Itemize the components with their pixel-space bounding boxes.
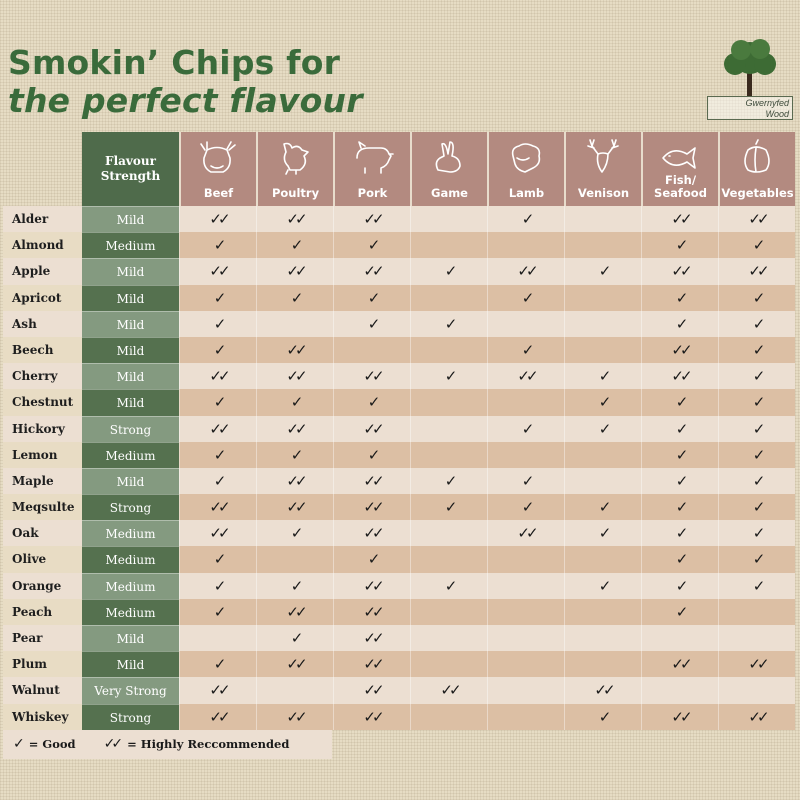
empty-cell: [410, 625, 487, 651]
double-check-icon: ✓✓: [718, 704, 795, 730]
check-icon: ✓: [641, 599, 718, 625]
double-check-icon: ✓✓: [487, 363, 564, 389]
table-row: [3, 311, 795, 337]
check-icon: ✓: [718, 573, 795, 599]
table-row: [3, 468, 795, 494]
table-row: [3, 206, 795, 232]
flavour-strength: Medium: [82, 232, 179, 258]
table-body: [3, 206, 795, 730]
double-check-icon: ✓✓: [179, 677, 256, 703]
double-check-icon: ✓✓: [564, 677, 641, 703]
empty-cell: [564, 651, 641, 677]
check-icon: ✓: [641, 468, 718, 494]
double-check-icon: ✓✓: [333, 520, 410, 546]
flavour-strength: Medium: [82, 546, 179, 572]
check-icon: ✓: [641, 311, 718, 337]
double-check-icon: ✓✓: [641, 258, 718, 284]
table-row: [3, 494, 795, 520]
table-row: [3, 389, 795, 415]
flavour-header-line-2: Strength: [100, 169, 161, 183]
wood-name: Beech: [3, 337, 82, 363]
flavour-strength: Mild: [82, 651, 179, 677]
empty-cell: [410, 285, 487, 311]
wood-name: Plum: [3, 651, 82, 677]
empty-cell: [564, 311, 641, 337]
check-icon: ✓: [179, 232, 256, 258]
column-header-game: [410, 132, 487, 206]
check-icon: ✓: [641, 442, 718, 468]
wood-name: Cherry: [3, 363, 82, 389]
double-check-icon: ✓✓: [256, 206, 333, 232]
check-icon: ✓: [564, 363, 641, 389]
double-check-icon: ✓✓: [179, 206, 256, 232]
check-icon: ✓: [410, 468, 487, 494]
check-icon: ✓: [718, 285, 795, 311]
double-check-icon: ✓✓: [718, 258, 795, 284]
flavour-strength: Mild: [82, 285, 179, 311]
check-icon: ✓: [410, 363, 487, 389]
double-check-icon: ✓✓: [256, 651, 333, 677]
double-check-icon: ✓✓: [333, 494, 410, 520]
table-row: [3, 625, 795, 651]
table-row: [3, 416, 795, 442]
wood-name: Alder: [3, 206, 82, 232]
double-check-icon: ✓✓: [333, 651, 410, 677]
flavour-strength: Very Strong: [82, 677, 179, 703]
wood-name: Almond: [3, 232, 82, 258]
wood-name: Peach: [3, 599, 82, 625]
pig-icon: [351, 136, 395, 176]
empty-cell: [410, 389, 487, 415]
double-check-icon: ✓✓: [256, 599, 333, 625]
wood-name: Pear: [3, 625, 82, 651]
check-icon: ✓: [718, 232, 795, 258]
chicken-icon: [274, 136, 318, 176]
fish-icon: [659, 136, 703, 176]
column-label: Fish/ Seafood: [654, 173, 707, 200]
double-check-icon: ✓✓: [333, 468, 410, 494]
check-icon: ✓: [179, 573, 256, 599]
flavour-strength: Mild: [82, 468, 179, 494]
check-icon: ✓: [179, 546, 256, 572]
column-label: Pork: [357, 186, 388, 200]
check-icon: ✓: [718, 468, 795, 494]
double-check-icon: ✓✓: [333, 704, 410, 730]
wood-name: Whiskey: [3, 704, 82, 730]
column-header-lamb: [487, 132, 564, 206]
column-header-fish-seafood: [641, 132, 718, 206]
empty-cell: [487, 389, 564, 415]
double-check-icon: ✓✓: [641, 651, 718, 677]
double-check-icon: ✓✓: [256, 416, 333, 442]
flavour-strength: Medium: [82, 520, 179, 546]
table-row: [3, 599, 795, 625]
double-check-icon: ✓✓: [410, 677, 487, 703]
wood-name: Apricot: [3, 285, 82, 311]
empty-cell: [410, 337, 487, 363]
double-check-icon: ✓✓: [333, 677, 410, 703]
empty-cell: [487, 625, 564, 651]
empty-cell: [410, 651, 487, 677]
wood-name: Orange: [3, 573, 82, 599]
column-label: Lamb: [508, 186, 545, 200]
empty-cell: [410, 416, 487, 442]
legend-good-label: = Good: [28, 737, 76, 751]
legend: [3, 730, 332, 759]
empty-cell: [564, 285, 641, 311]
double-check-icon: ✓✓: [179, 363, 256, 389]
check-icon: ✓: [256, 625, 333, 651]
check-icon: ✓: [564, 573, 641, 599]
check-icon: ✓: [564, 389, 641, 415]
empty-cell: [641, 677, 718, 703]
empty-cell: [564, 468, 641, 494]
empty-cell: [410, 546, 487, 572]
empty-cell: [410, 520, 487, 546]
double-check-icon: ✓✓: [641, 337, 718, 363]
sheep-icon: [505, 136, 549, 176]
pepper-icon: [736, 136, 780, 176]
brand-logo: [705, 36, 795, 124]
brand-line-2: Wood: [765, 109, 789, 119]
check-icon: ✓: [641, 520, 718, 546]
column-header-beef: [179, 132, 256, 206]
cow-icon: [197, 136, 241, 176]
check-icon: ✓: [564, 416, 641, 442]
empty-cell: [487, 546, 564, 572]
double-check-icon: ✓✓: [487, 520, 564, 546]
flavour-strength-header: [82, 132, 179, 206]
empty-cell: [410, 206, 487, 232]
check-icon: ✓: [641, 285, 718, 311]
wood-name: Walnut: [3, 677, 82, 703]
double-check-icon: ✓✓: [333, 625, 410, 651]
double-check-icon: ✓✓: [256, 704, 333, 730]
column-header-poultry: [256, 132, 333, 206]
legend-good-mark: ✓: [13, 736, 21, 752]
empty-cell: [564, 232, 641, 258]
check-icon: ✓: [256, 573, 333, 599]
empty-cell: [564, 599, 641, 625]
table-row: [3, 546, 795, 572]
double-check-icon: ✓✓: [333, 363, 410, 389]
check-icon: ✓: [410, 311, 487, 337]
check-icon: ✓: [333, 311, 410, 337]
check-icon: ✓: [641, 573, 718, 599]
flavour-strength: Mild: [82, 206, 179, 232]
check-icon: ✓: [641, 389, 718, 415]
column-header-venison: [564, 132, 641, 206]
check-icon: ✓: [333, 546, 410, 572]
double-check-icon: ✓✓: [718, 651, 795, 677]
empty-cell: [487, 704, 564, 730]
empty-cell: [564, 625, 641, 651]
empty-cell: [641, 625, 718, 651]
check-icon: ✓: [333, 232, 410, 258]
check-icon: ✓: [487, 285, 564, 311]
wood-name: Oak: [3, 520, 82, 546]
check-icon: ✓: [256, 442, 333, 468]
empty-cell: [564, 546, 641, 572]
table-row: [3, 677, 795, 703]
wood-name: Olive: [3, 546, 82, 572]
check-icon: ✓: [256, 232, 333, 258]
deer-icon: [582, 136, 626, 176]
double-check-icon: ✓✓: [641, 363, 718, 389]
table-row: [3, 442, 795, 468]
table-row: [3, 337, 795, 363]
double-check-icon: ✓✓: [256, 494, 333, 520]
table-row: [3, 232, 795, 258]
header-corner: [3, 132, 82, 206]
double-check-icon: ✓✓: [641, 704, 718, 730]
empty-cell: [410, 599, 487, 625]
check-icon: ✓: [718, 389, 795, 415]
double-check-icon: ✓✓: [179, 704, 256, 730]
flavour-header-line-1: Flavour: [105, 154, 156, 168]
empty-cell: [718, 677, 795, 703]
rabbit-icon: [428, 136, 472, 176]
flavour-strength: Strong: [82, 494, 179, 520]
check-icon: ✓: [256, 389, 333, 415]
check-icon: ✓: [179, 599, 256, 625]
brand-line-1: Gwernyfed: [745, 98, 789, 108]
flavour-strength: Mild: [82, 337, 179, 363]
title-line-2: the perfect flavour: [8, 81, 363, 120]
brand-name: [707, 96, 793, 120]
double-check-icon: ✓✓: [333, 416, 410, 442]
empty-cell: [179, 625, 256, 651]
wood-name: Maple: [3, 468, 82, 494]
double-check-icon: ✓✓: [333, 599, 410, 625]
double-check-icon: ✓✓: [718, 206, 795, 232]
check-icon: ✓: [333, 442, 410, 468]
check-icon: ✓: [256, 520, 333, 546]
check-icon: ✓: [641, 416, 718, 442]
flavour-strength: Medium: [82, 442, 179, 468]
table-row: [3, 651, 795, 677]
check-icon: ✓: [487, 494, 564, 520]
empty-cell: [410, 232, 487, 258]
empty-cell: [487, 311, 564, 337]
legend-high-label: = Highly Reccommended: [127, 737, 290, 751]
check-icon: ✓: [179, 651, 256, 677]
check-icon: ✓: [718, 546, 795, 572]
double-check-icon: ✓✓: [179, 258, 256, 284]
check-icon: ✓: [718, 363, 795, 389]
wood-name: Apple: [3, 258, 82, 284]
check-icon: ✓: [641, 232, 718, 258]
double-check-icon: ✓✓: [256, 258, 333, 284]
check-icon: ✓: [718, 442, 795, 468]
check-icon: ✓: [718, 311, 795, 337]
table-row: [3, 704, 795, 730]
double-check-icon: ✓✓: [641, 206, 718, 232]
check-icon: ✓: [718, 520, 795, 546]
column-header-pork: [333, 132, 410, 206]
table-row: [3, 258, 795, 284]
check-icon: ✓: [718, 416, 795, 442]
wood-name: Hickory: [3, 416, 82, 442]
empty-cell: [256, 677, 333, 703]
check-icon: ✓: [718, 494, 795, 520]
table-row: [3, 363, 795, 389]
double-check-icon: ✓✓: [256, 363, 333, 389]
check-icon: ✓: [410, 494, 487, 520]
legend-high-mark: ✓✓: [103, 736, 120, 752]
empty-cell: [256, 311, 333, 337]
empty-cell: [487, 232, 564, 258]
empty-cell: [487, 599, 564, 625]
flavour-strength: Strong: [82, 416, 179, 442]
check-icon: ✓: [564, 258, 641, 284]
double-check-icon: ✓✓: [256, 468, 333, 494]
check-icon: ✓: [564, 520, 641, 546]
check-icon: ✓: [179, 442, 256, 468]
check-icon: ✓: [410, 573, 487, 599]
wood-name: Meqsulte: [3, 494, 82, 520]
check-icon: ✓: [333, 389, 410, 415]
table-row: [3, 573, 795, 599]
column-label: Vegetables: [721, 186, 794, 200]
page-title: [8, 44, 363, 120]
double-check-icon: ✓✓: [179, 520, 256, 546]
check-icon: ✓: [564, 704, 641, 730]
double-check-icon: ✓✓: [256, 337, 333, 363]
column-label: Poultry: [271, 186, 320, 200]
empty-cell: [333, 337, 410, 363]
empty-cell: [718, 625, 795, 651]
empty-cell: [256, 546, 333, 572]
check-icon: ✓: [487, 468, 564, 494]
check-icon: ✓: [179, 311, 256, 337]
empty-cell: [487, 442, 564, 468]
check-icon: ✓: [641, 494, 718, 520]
flavour-strength: Mild: [82, 625, 179, 651]
check-icon: ✓: [179, 468, 256, 494]
check-icon: ✓: [487, 337, 564, 363]
flavour-strength: Strong: [82, 704, 179, 730]
flavour-strength: Mild: [82, 311, 179, 337]
empty-cell: [410, 704, 487, 730]
check-icon: ✓: [487, 206, 564, 232]
double-check-icon: ✓✓: [487, 258, 564, 284]
check-icon: ✓: [718, 337, 795, 363]
wood-name: Ash: [3, 311, 82, 337]
empty-cell: [564, 442, 641, 468]
check-icon: ✓: [179, 389, 256, 415]
check-icon: ✓: [256, 285, 333, 311]
check-icon: ✓: [179, 285, 256, 311]
empty-cell: [487, 677, 564, 703]
flavour-strength: Medium: [82, 573, 179, 599]
column-label: Beef: [203, 186, 234, 200]
empty-cell: [410, 442, 487, 468]
tree-icon: [705, 36, 795, 96]
pairing-table: [3, 132, 795, 759]
check-icon: ✓: [333, 285, 410, 311]
double-check-icon: ✓✓: [179, 494, 256, 520]
flavour-strength: Medium: [82, 599, 179, 625]
table-row: [3, 520, 795, 546]
flavour-strength: Mild: [82, 389, 179, 415]
check-icon: ✓: [410, 258, 487, 284]
title-line-1: Smokin’ Chips for: [8, 43, 341, 82]
wood-name: Chestnut: [3, 389, 82, 415]
double-check-icon: ✓✓: [179, 416, 256, 442]
column-header-vegetables: [718, 132, 795, 206]
empty-cell: [487, 573, 564, 599]
table-row: [3, 285, 795, 311]
check-icon: ✓: [179, 337, 256, 363]
empty-cell: [564, 206, 641, 232]
double-check-icon: ✓✓: [333, 206, 410, 232]
empty-cell: [718, 599, 795, 625]
column-label: Game: [431, 186, 468, 200]
wood-name: Lemon: [3, 442, 82, 468]
double-check-icon: ✓✓: [333, 258, 410, 284]
empty-cell: [564, 337, 641, 363]
check-icon: ✓: [564, 494, 641, 520]
double-check-icon: ✓✓: [333, 573, 410, 599]
flavour-strength: Mild: [82, 363, 179, 389]
empty-cell: [487, 651, 564, 677]
column-label: Venison: [577, 186, 630, 200]
flavour-strength: Mild: [82, 258, 179, 284]
check-icon: ✓: [487, 416, 564, 442]
check-icon: ✓: [641, 546, 718, 572]
